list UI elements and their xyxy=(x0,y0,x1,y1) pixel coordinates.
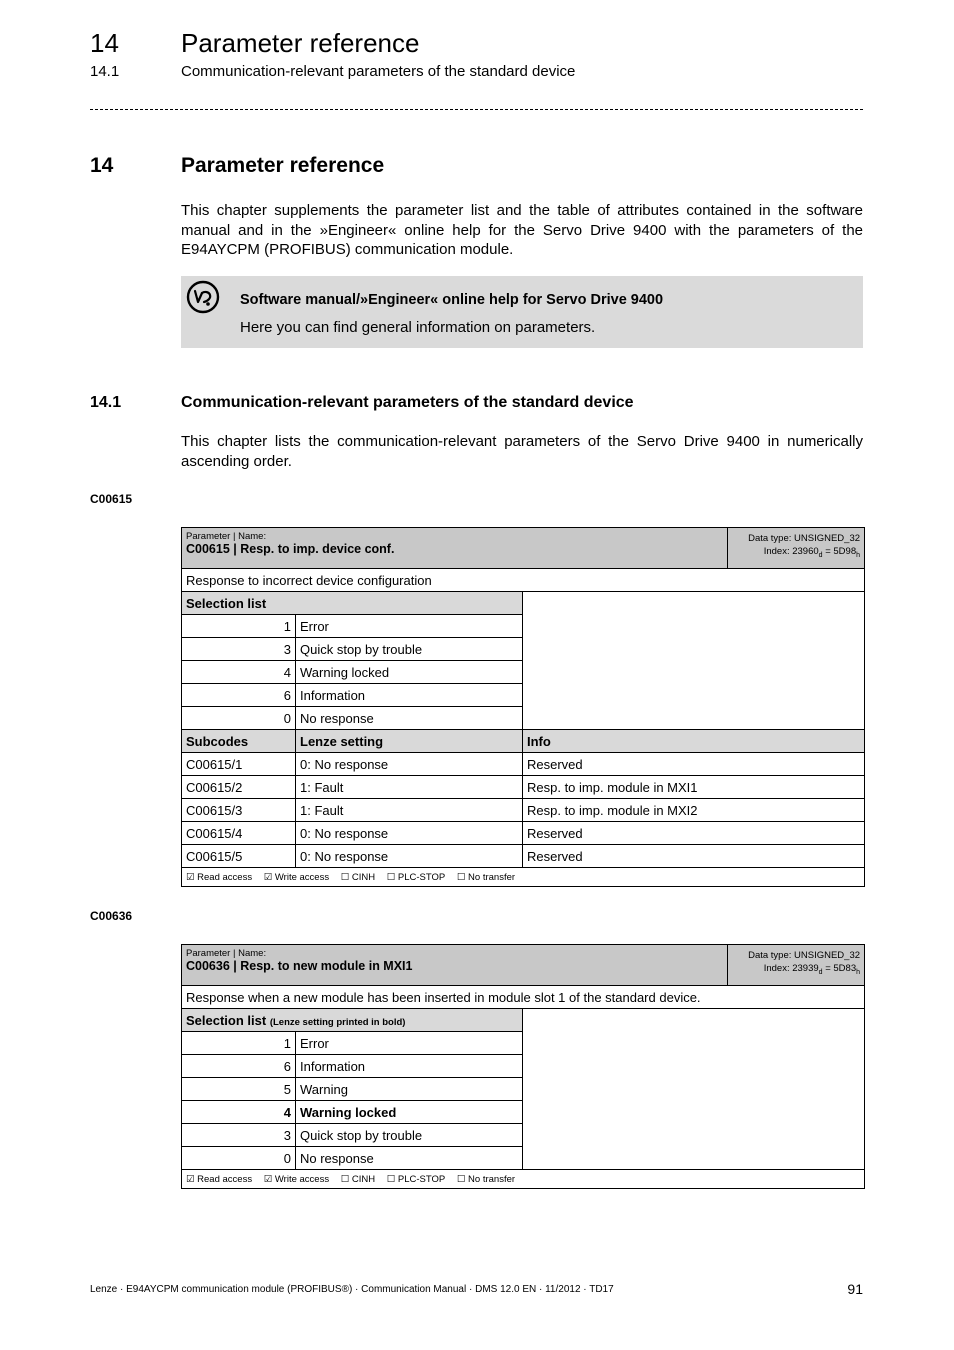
attribute-row xyxy=(182,1170,865,1189)
running-header-section-title: Communication-relevant parameters of the standard device xyxy=(181,63,576,80)
selection-list-header: Selection list xyxy=(182,592,523,615)
subcode-row: C00615/5 0: No response Reserved xyxy=(182,845,865,868)
chapter-intro: This chapter supplements the parameter list and the table of attributes contained in the software manual and in the »Engineer« online help for the Servo Drive 9400 with the parameters of the E94AYCPM (PROFIBUS) communication module. xyxy=(181,202,863,258)
param-table-c00615 xyxy=(181,527,865,887)
param-header xyxy=(182,945,865,986)
header-divider xyxy=(90,109,863,110)
subcode-row: C00615/1 0: No response Reserved xyxy=(182,753,865,776)
section-title: Communication-relevant parameters of the standard device xyxy=(181,394,634,411)
attribute-row xyxy=(182,868,865,887)
param-table-c00636 xyxy=(181,944,865,1189)
page-number: 91 xyxy=(847,1281,863,1297)
selection-blank-area xyxy=(523,592,865,730)
param-label-c00615: C00615 xyxy=(90,492,133,506)
page-footer: Lenze · E94AYCPM communication module (PROFIBUS®) · Communication Manual · DMS 12.0 EN · 11/2012 · TD17 xyxy=(90,1284,614,1295)
param-header-label: Parameter | Name: xyxy=(186,531,267,542)
subcode-row: C00615/3 1: Fault Resp. to imp. module in MXI2 xyxy=(182,799,865,822)
selection-row: 3 Quick stop by trouble xyxy=(182,1124,865,1147)
selection-row: 6 Information xyxy=(182,684,865,707)
chapter-title: Parameter reference xyxy=(181,154,385,177)
attr-plc-stop: ☐ PLC-STOP xyxy=(386,1173,446,1185)
param-data-type: Data type: UNSIGNED_32 xyxy=(748,950,861,961)
subcode-row: C00615/2 1: Fault Resp. to imp. module in MXI1 xyxy=(182,776,865,799)
param-name: C00636 | Resp. to new module in MXI1 xyxy=(186,959,413,973)
note-box xyxy=(181,276,863,348)
subcode-header-row: Subcodes Lenze setting Info xyxy=(182,730,865,753)
selection-row-default: 4 Warning locked xyxy=(182,1101,865,1124)
param-header-label: Parameter | Name: xyxy=(186,948,267,959)
attr-plc-stop: ☐ PLC-STOP xyxy=(386,871,446,883)
section-number: 14.1 xyxy=(90,394,122,411)
note-title: Software manual/»Engineer« online help for Servo Drive 9400 xyxy=(240,292,664,308)
attr-no-transfer: ☐ No transfer xyxy=(456,871,516,883)
attr-write-access: ☑ Write access xyxy=(263,1173,330,1185)
manual-reference-icon xyxy=(186,280,220,314)
attr-write-access: ☑ Write access xyxy=(263,871,330,883)
section-intro: This chapter lists the communication-relevant parameters of the Servo Drive 9400 in numerically ascending order. xyxy=(181,433,863,470)
subcode-row: C00615/4 0: No response Reserved xyxy=(182,822,865,845)
selection-row: 1 Error xyxy=(182,615,865,638)
param-header xyxy=(182,528,865,569)
selection-row: 4 Warning locked xyxy=(182,661,865,684)
chapter-number: 14 xyxy=(90,154,114,177)
attr-cinh: ☐ CINH xyxy=(340,871,376,883)
selection-row: 6 Information xyxy=(182,1055,865,1078)
selection-row: 0 No response xyxy=(182,1147,865,1170)
attr-read-access: ☑ Read access xyxy=(186,1173,253,1185)
param-description: Response when a new module has been inserted in module slot 1 of the standard device. xyxy=(182,986,865,1009)
param-name: C00615 | Resp. to imp. device conf. xyxy=(186,542,395,556)
param-description: Response to incorrect device configuration xyxy=(182,569,865,592)
selection-blank-area xyxy=(523,1009,865,1170)
param-index: Index: $23939_d = 5D83_h$ xyxy=(763,963,861,976)
running-header-chapter-title: Parameter reference xyxy=(181,28,420,58)
selection-row: 0 No response xyxy=(182,707,865,730)
running-header-section-number: 14.1 xyxy=(90,63,120,80)
selection-row: 1 Error xyxy=(182,1032,865,1055)
attr-cinh: ☐ CINH xyxy=(340,1173,376,1185)
selection-list-header: Selection list (Lenze setting printed in bold) xyxy=(182,1009,523,1032)
selection-row: 3 Quick stop by trouble xyxy=(182,638,865,661)
attr-read-access: ☑ Read access xyxy=(186,871,253,883)
selection-row: 5 Warning xyxy=(182,1078,865,1101)
param-label-c00636: C00636 xyxy=(90,909,133,923)
attr-no-transfer: ☐ No transfer xyxy=(456,1173,516,1185)
param-data-type: Data type: UNSIGNED_32 xyxy=(748,533,861,544)
param-index: Index: $23960_d = 5D98_h$ xyxy=(763,546,861,559)
running-header-chapter-number: 14 xyxy=(90,28,119,58)
note-text: Here you can find general information on parameters. xyxy=(240,319,596,336)
